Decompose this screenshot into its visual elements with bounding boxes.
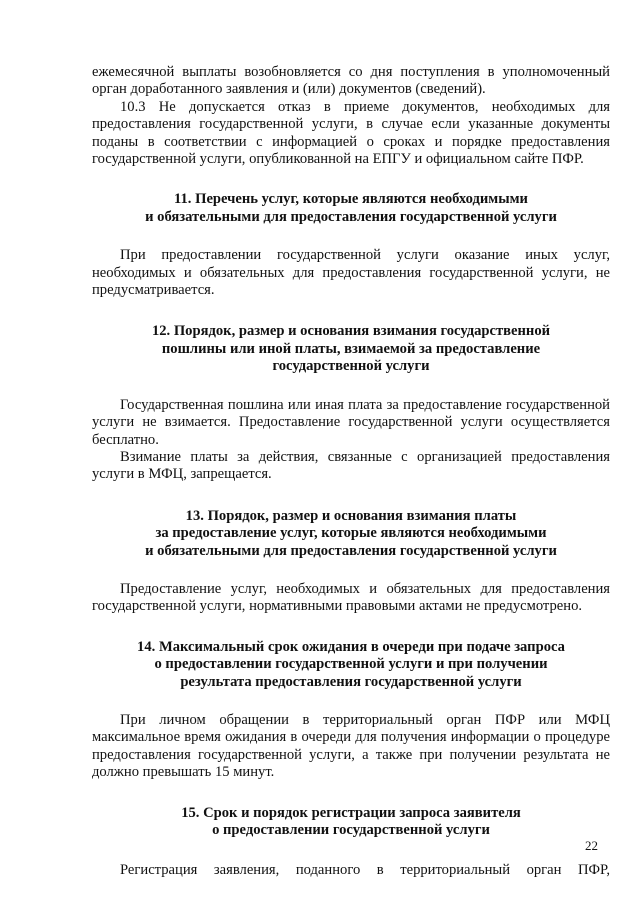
heading-line: пошлины или иной платы, взимаемой за предоставление	[161, 340, 541, 357]
heading-section-13	[92, 508, 610, 560]
heading-line: государственной услуги	[272, 358, 430, 375]
page-number: 22	[585, 838, 598, 853]
paragraph-11: При предоставлении государственной услуги оказание иных услуг, необходимых и обязательных для предоставления государственной услуги, не предусматривается.	[92, 247, 610, 299]
heading-line: за предоставление услуг, которые являются необходимыми	[155, 525, 547, 542]
paragraph-top-continuation: ежемесячной выплаты возобновляется со дня поступления в уполномоченный орган доработанного заявления и (или) документов (сведений).	[92, 64, 610, 98]
heading-line: о предоставлении государственной услуги и при получении	[154, 656, 548, 673]
paragraph-13: Предоставление услуг, необходимых и обязательных для предоставления государственной услуги, нормативными правовыми актами не предусмотрено.	[92, 580, 610, 615]
paragraph-15: Регистрация заявления, поданного в территориальный орган ПФР,	[120, 862, 610, 879]
heading-section-15	[92, 805, 610, 840]
document-page	[92, 64, 610, 880]
heading-line: 13. Порядок, размер и основания взимания платы	[185, 507, 517, 524]
heading-line: 14. Максимальный срок ожидания в очереди при подаче запроса	[137, 638, 565, 655]
heading-line: о предоставлении государственной услуги	[212, 822, 490, 838]
heading-line: результата предоставления государственной услуги	[180, 673, 522, 690]
paragraph-14: При личном обращении в территориальный орган ПФР или МФЦ максимальное время ожидания в очереди для получения информации о процедуре предоставления государственной услуги, а также при получении результата не должно превышать 15 минут.	[92, 711, 610, 781]
heading-line: 15. Срок и порядок регистрации запроса заявителя	[181, 804, 521, 821]
paragraph-10-3: 10.3 Не допускается отказ в приеме документов, необходимых для предоставления государственной услуги, в случае если указанные документы поданы в соответствии с информацией о сроках и порядке предоставления государственной услуги, опубликованной на ЕПГУ и официальном сайте ПФР.	[92, 98, 610, 168]
heading-line: и обязательными для предоставления государственной услуги	[145, 542, 557, 559]
heading-line: 11. Перечень услуг, которые являются необходимыми	[174, 191, 528, 208]
heading-line: 12. Порядок, размер и основания взимания государственной	[151, 323, 551, 340]
heading-section-14	[92, 639, 610, 691]
paragraph-12-2: Взимание платы за действия, связанные с организацией предоставления услуги в МФЦ, запрещается.	[92, 448, 610, 483]
heading-section-11	[92, 191, 610, 226]
heading-section-12	[92, 323, 610, 375]
heading-line: и обязательными для предоставления государственной услуги	[145, 208, 557, 225]
paragraph-12-1: Государственная пошлина или иная плата за предоставление государственной услуги не взимается. Предоставление государственной услуги осуществляется бесплатно.	[92, 396, 610, 448]
